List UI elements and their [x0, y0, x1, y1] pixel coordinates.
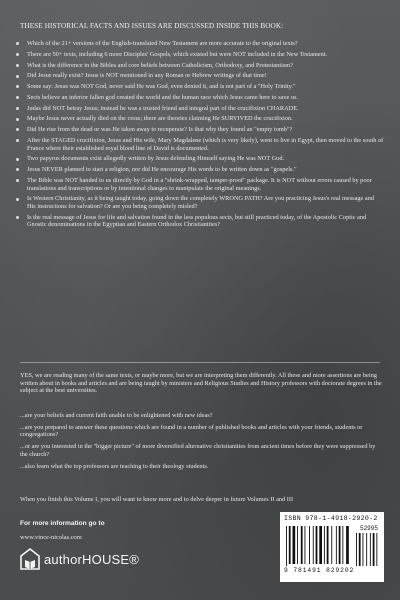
- barcode-bar: [309, 526, 310, 564]
- bullet-icon: [16, 42, 19, 45]
- barcode-bar: [313, 526, 314, 564]
- fact-item: [14, 72, 384, 80]
- house-book-icon: [20, 548, 40, 570]
- barcode-bar: [286, 526, 287, 566]
- fact-text: Sects believe an inferior fallen god created the world and the human race which Jesus came here to save us.: [27, 93, 299, 101]
- summary-paragraph: YES, we are reading many of the same texts, or maybe more, but we are interpreting them differently. All these and more assertions are being written about in books and articles and are being taught by ministers and Religious Studies and History professors with doctorate degrees in the subject at the best universities.: [20, 372, 382, 395]
- fact-text: Did Jesus really exist? Jesus is NOT mentioned in any Roman or Hebrew writings of that time!: [27, 72, 267, 80]
- addon-bar: [376, 533, 377, 566]
- barcode-bar: [289, 526, 291, 564]
- question-item: ...or are you interested in the "bigger picture" of more diversified alternative christianities from ancient times before they were suppressed by the church?: [20, 443, 376, 458]
- bullet-icon: [16, 128, 19, 131]
- publisher-name: authorHOUSE®: [44, 551, 140, 567]
- bullet-icon: [16, 107, 19, 110]
- addon-bar: [366, 533, 367, 566]
- barcode-bars: [284, 524, 380, 566]
- bullet-icon: [16, 64, 19, 67]
- bullet-icon: [16, 118, 19, 121]
- barcode-bar: [319, 526, 322, 564]
- bullet-icon: [16, 139, 19, 142]
- barcode-bar: [316, 526, 318, 564]
- fact-item: [14, 126, 384, 134]
- barcode-bar: [293, 526, 296, 564]
- bullet-icon: [16, 75, 19, 78]
- isbn-barcode: [280, 512, 384, 582]
- addon-bar: [359, 533, 361, 566]
- barcode-bar: [342, 526, 343, 564]
- publisher-logo: [20, 548, 139, 570]
- fact-text: Is the real message of Jesus for life and salvation found in the less populous sects, but still practiced today, of the Apostolic Coptic and Gnostic denominations in the Egyptian and Eastern Orthodox Christianities?: [27, 213, 367, 229]
- fact-text: Two papyrus documents exist allegedly written by Jesus defending Himself saying He was NOT God.: [27, 155, 285, 163]
- fact-item: [14, 51, 384, 59]
- fact-item: [14, 83, 384, 91]
- website-link[interactable]: www.vince-nicolas.com: [20, 534, 82, 541]
- fact-text: Jesus NEVER planned to start a religion, nor did He encourage His words to be written down as "gospels.": [27, 166, 297, 174]
- section-divider: [20, 362, 380, 363]
- barcode-bar: [305, 526, 306, 564]
- bullet-icon: [16, 168, 19, 171]
- barcode-bar: [339, 526, 341, 564]
- question-item: ...are you prepared to answer these questions which are found in a number of published books and articles with your friends, students or congregations?: [20, 423, 363, 439]
- addon-bar: [373, 533, 375, 566]
- addon-bar: [356, 533, 357, 566]
- bullet-icon: [16, 179, 19, 182]
- bullet-icon: [16, 216, 19, 219]
- bullet-icon: [16, 53, 19, 56]
- facts-list: [14, 40, 384, 232]
- fact-text: Some say: Jesus was NOT God, never said He was God, even denied it, and is not part of a "Holy Trinity.": [27, 83, 296, 91]
- fact-item: [14, 166, 384, 174]
- closing-line: When you finish this Volume I, you will want to know more and to delve deeper in future Volumes II and III: [20, 496, 294, 503]
- bullet-icon: [16, 198, 19, 201]
- fact-item: [14, 195, 384, 210]
- fact-text: Judas did NOT betray Jesus; instead he was a trusted friend and integral part of the crucifixion CHARADE.: [27, 104, 299, 112]
- question-item: ...also learn what the top professors are teaching to their theology students.: [20, 462, 209, 470]
- fact-item: [14, 155, 384, 163]
- fact-text: Maybe Jesus never actually died on the cross; there are theories claiming He SURVIVED the crucifixion.: [27, 115, 293, 123]
- bullet-icon: [16, 96, 19, 99]
- fact-item: [14, 105, 384, 113]
- addon-bar: [363, 533, 364, 566]
- fact-text: The Bible was NOT handed to us directly by God in a "shrink-wrapped, tamper-proof" package. It is NOT without errors caused by poor translations and transcriptions or by intentional changes to manipulate the original meanings.: [27, 176, 372, 192]
- more-info-label: For more information go to: [20, 520, 105, 527]
- price-code: 52995: [359, 525, 378, 532]
- question-item: ...are your beliefs and current faith unable to be enlightened with new ideas?: [20, 412, 213, 419]
- bullet-icon: [16, 158, 19, 161]
- barcode-bar: [324, 526, 325, 564]
- fact-text: There are 50+ texts, including 6 more Disciples' Gospels, which existed but were NOT included in the New Testament.: [27, 50, 328, 58]
- fact-text: Which of the 21+ versions of the English-translated New Testament are more accurate to the original texts?: [27, 40, 298, 47]
- fact-text: Is Western Christianity, as it being taught today, going down the completely WRONG PATH? Are you practicing Jesus's real message and His instructions for salvation? Or are you being completely misled?: [27, 195, 375, 210]
- barcode-bar: [297, 526, 298, 564]
- barcode-bar: [331, 526, 332, 564]
- fact-item: [14, 115, 384, 123]
- fact-item: [14, 62, 384, 70]
- barcode-bar: [301, 526, 303, 564]
- cover-heading: THESE HISTORICAL FACTS AND ISSUES ARE DISCUSSED INSIDE THIS BOOK:: [20, 22, 284, 30]
- barcode-bar: [346, 526, 349, 564]
- fact-item: [14, 137, 384, 152]
- addon-bar: [370, 533, 371, 566]
- isbn-number: ISBN 978-1-4918-2920-2: [284, 515, 378, 522]
- fact-text: Did He rise from the dead or was He taken away to recuperate? Is that why they found an "empty tomb"?: [27, 126, 293, 134]
- fact-item: [14, 214, 384, 229]
- questions-list: [20, 412, 382, 474]
- barcode-bar: [327, 526, 329, 564]
- barcode-digits: 9 781491 829202: [284, 567, 355, 574]
- fact-item: [14, 40, 384, 48]
- fact-item: [14, 177, 384, 192]
- bullet-icon: [16, 85, 19, 88]
- fact-item: [14, 94, 384, 102]
- fact-text: What is the difference in the Bibles and core beliefs between Catholicism, Orthodoxy, and Protestantism?: [27, 61, 293, 69]
- fact-text: After the STAGED crucifixion, Jesus and His wife, Mary Magdalene (which is very likely), went to live in Egypt, then moved to the south of France where their established royal blood line of David is documented.: [27, 137, 384, 152]
- barcode-bar: [336, 526, 337, 564]
